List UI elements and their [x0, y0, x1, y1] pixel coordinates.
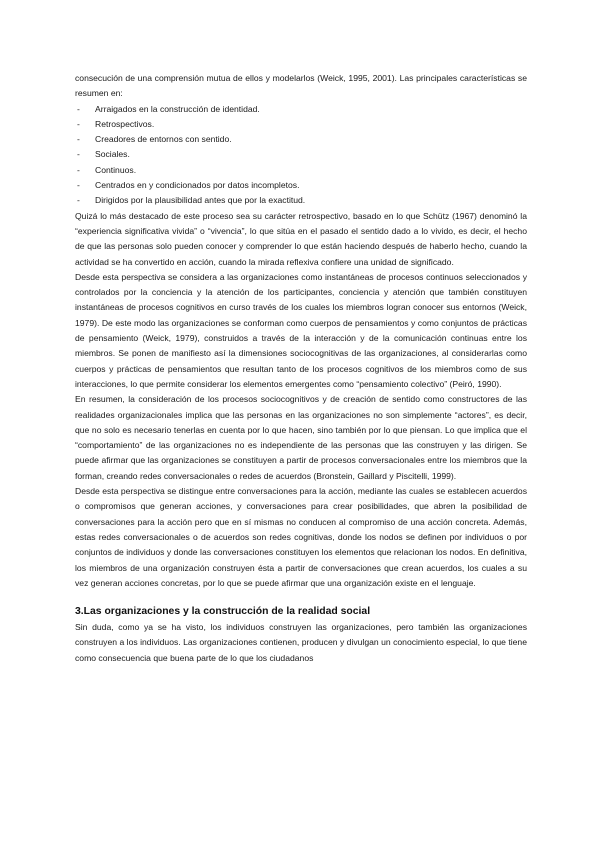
body-paragraph: En resumen, la consideración de los procesos sociocognitivos y de creación de sentido como constructores de las realidades organizacionales implica que las personas en las organizaciones no son simplemente “actores”, es decir, que no solo es necesario tenerlas en cuenta por lo que hacen, sino también por lo que piensan. Lo que implica que el “comportamiento” de las organizaciones no es independiente de las personas que las construyen y las dirigen. Se puede afirmar que las organizaciones se constituyen a partir de procesos conversacionales entre los miembros que la forman, creando redes conversacionales o redes de acuerdos (Bronstein, Gaillard y Piscitelli, 1999).	[75, 394, 527, 481]
document-page	[75, 71, 527, 666]
section-paragraph: Sin duda, como ya se ha visto, los individuos construyen las organizaciones, pero también las organizaciones construyen a los individuos. Las organizaciones contienen, producen y divulgan un conocimiento especial, lo que tiene como consecuencia que buena parte de lo que los ciudadanos	[75, 622, 527, 663]
list-item: - Centrados en y condicionados por datos incompletos.	[75, 178, 527, 193]
body-paragraph: Desde esta perspectiva se distingue entre conversaciones para la acción, mediante las cuales se establecen acuerdos o compromisos que generan acciones, y conversaciones para crear posibilidades, que abren la posibilidad de conversaciones para la acción pero que en sí mismas no conducen al compromiso de una acción concreta. Además, estas redes conversacionales o de acuerdos son redes cognitivas, donde los nodos se definen por individuos o por conjuntos de individuos y donde las conversaciones constituyen los elementos que relacionan los nodos. En definitiva, los miembros de una organización construyen ésta a partir de conversaciones que crean acuerdos, los cuales a su vez generan acciones concretas, por lo que se puede afirmar que una organización existe en el lenguaje.	[75, 486, 527, 588]
body-paragraph: Desde esta perspectiva se considera a las organizaciones como instantáneas de procesos continuos seleccionados y controlados por la conciencia y la atención de los participantes, conciencia y atención que también constituyen instantáneas de procesos cognitivos en curso través de los cuales los miembros logran conocer sus entornos (Weick, 1979). De este modo las organizaciones se conforman como cuerpos de pensamientos y como conjuntos de prácticas de pensamiento (Weick, 1979), construidos a través de la interacción y de la comunicación continuas entre los miembros. Se ponen de manifiesto así la dimensiones sociocognitivas de las organizaciones, al considerarlas como cuerpos y prácticas de pensamientos que resultan tanto de los procesos cognitivos de los miembros como de sus interacciones, lo que permite considerar los elementos emergentes como “pensamiento colectivo” (Peiró, 1990).	[75, 271, 527, 389]
section-heading: 3.Las organizaciones y la construcción de la realidad social	[75, 606, 371, 618]
list-item: - Continuos.	[75, 163, 527, 178]
list-item: - Dirigidos por la plausibilidad antes que por la exactitud.	[75, 193, 527, 208]
body-paragraph: Quizá lo más destacado de este proceso sea su carácter retrospectivo, basado en lo que Schütz (1967) denominó la “experiencia significativa vivida” o “vivencia”, lo que sitúa en el pasado el sentido dado a lo vivido, es decir, el hecho de que las personas solo pueden conocer y comprender lo que están haciendo después de haberlo hecho, cuando la actividad se ha convertido en acción, cuando la mirada reflexiva confiere una unidad de significado.	[75, 210, 527, 267]
list-item: - Sociales.	[75, 147, 527, 162]
characteristics-list	[75, 102, 527, 209]
list-item: - Creadores de entornos con sentido.	[75, 132, 527, 147]
intro-paragraph: consecución de una comprensión mutua de ellos y modelarlos (Weick, 1995, 2001). Las principales características se resumen en:	[75, 73, 527, 99]
list-item: - Arraigados en la construcción de identidad.	[75, 102, 527, 117]
list-item: - Retrospectivos.	[75, 117, 527, 132]
